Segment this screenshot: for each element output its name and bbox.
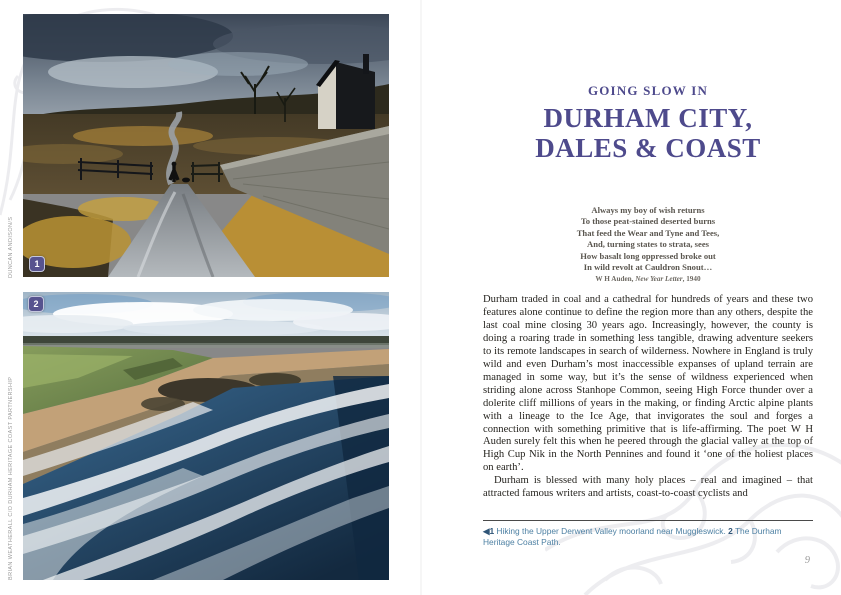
caption-ref-2: 2 xyxy=(728,526,733,536)
chapter-title-line-2: DALES & COAST xyxy=(535,133,761,163)
caption-divider-rule xyxy=(483,520,813,521)
page-number: 9 xyxy=(804,555,810,566)
photo-2-illustration xyxy=(23,292,389,580)
photo-1-badge: 1 xyxy=(29,256,45,272)
poem-line: In wild revolt at Cauldron Snout… xyxy=(583,262,713,273)
poem-work-title: New Year Letter xyxy=(635,275,683,284)
body-paragraph-2: Durham is blessed with many holy places – real and imagined – that attracted famous writers and artists, coast-to-coast cyclists and xyxy=(483,475,813,500)
photo-1-illustration xyxy=(23,14,389,277)
epigraph-poem xyxy=(483,205,813,286)
photo-caption xyxy=(483,526,813,548)
photo-2-credit: BRIAN WEATHERALL C/O DURHAM HERITAGE COAST PARTNERSHIP xyxy=(8,376,14,580)
poem-line: And, turning states to strata, sees xyxy=(587,239,709,250)
poem-line: How basalt long oppressed broke out xyxy=(580,250,716,261)
chapter-kicker: GOING SLOW IN xyxy=(587,83,709,98)
poem-attribution xyxy=(483,274,813,285)
poem-line: That feed the Wear and Tyne and Tees, xyxy=(576,227,720,238)
poem-line: To those peat-stained deserted burns xyxy=(580,216,716,227)
photo-2-badge: 2 xyxy=(28,296,44,312)
chapter-heading xyxy=(483,83,813,163)
poem-author: W H Auden, xyxy=(595,275,636,284)
chapter-title-line-1: DURHAM CITY, xyxy=(543,103,753,133)
photo-1-credit: DUNCAN ANDISON/S xyxy=(8,216,14,278)
body-text xyxy=(483,294,813,501)
page-spine-divider xyxy=(420,0,422,595)
caption-text-2: The Durham Heritage Coast Path. xyxy=(483,526,782,547)
caption-ref-1: ◀1 xyxy=(483,526,495,536)
photo-1-moorland xyxy=(23,14,389,277)
poem-line: Always my boy of wish returns xyxy=(591,205,705,215)
photo-2-coast xyxy=(23,292,389,580)
poem-year: , 1940 xyxy=(682,275,701,284)
body-paragraph-1: Durham traded in coal and a cathedral for hundreds of years and these two features alone continue to define the region more than any others, despite the last coal mine closing 30 years ago. Increasingly, however, the county is doing a roaring trade in something less tangible, drawing adventure seekers to its remote landscapes in search of wilderness. Nowhere in England is truly wild and even Durham’s most inaccessible expanses of upland terrain are managed in some way, but it’s the sense of wildness experienced when striding alone across Stanhope Common, seeing High Force thunder over a dolerite cliff millions of years in the making, or finding Arctic alpine plants with a lineage to the Ice Age, that invigorates the soul and forges a connection with something primitive that is life-affirming. The poet W H Auden surely felt this when he peered through the glacial valley at the top of High Cup Nik in the North Pennines and found it ‘one of the holiest places on earth’. xyxy=(483,294,813,474)
caption-text-1: Hiking the Upper Derwent Valley moorland near Muggleswick. xyxy=(494,526,729,536)
